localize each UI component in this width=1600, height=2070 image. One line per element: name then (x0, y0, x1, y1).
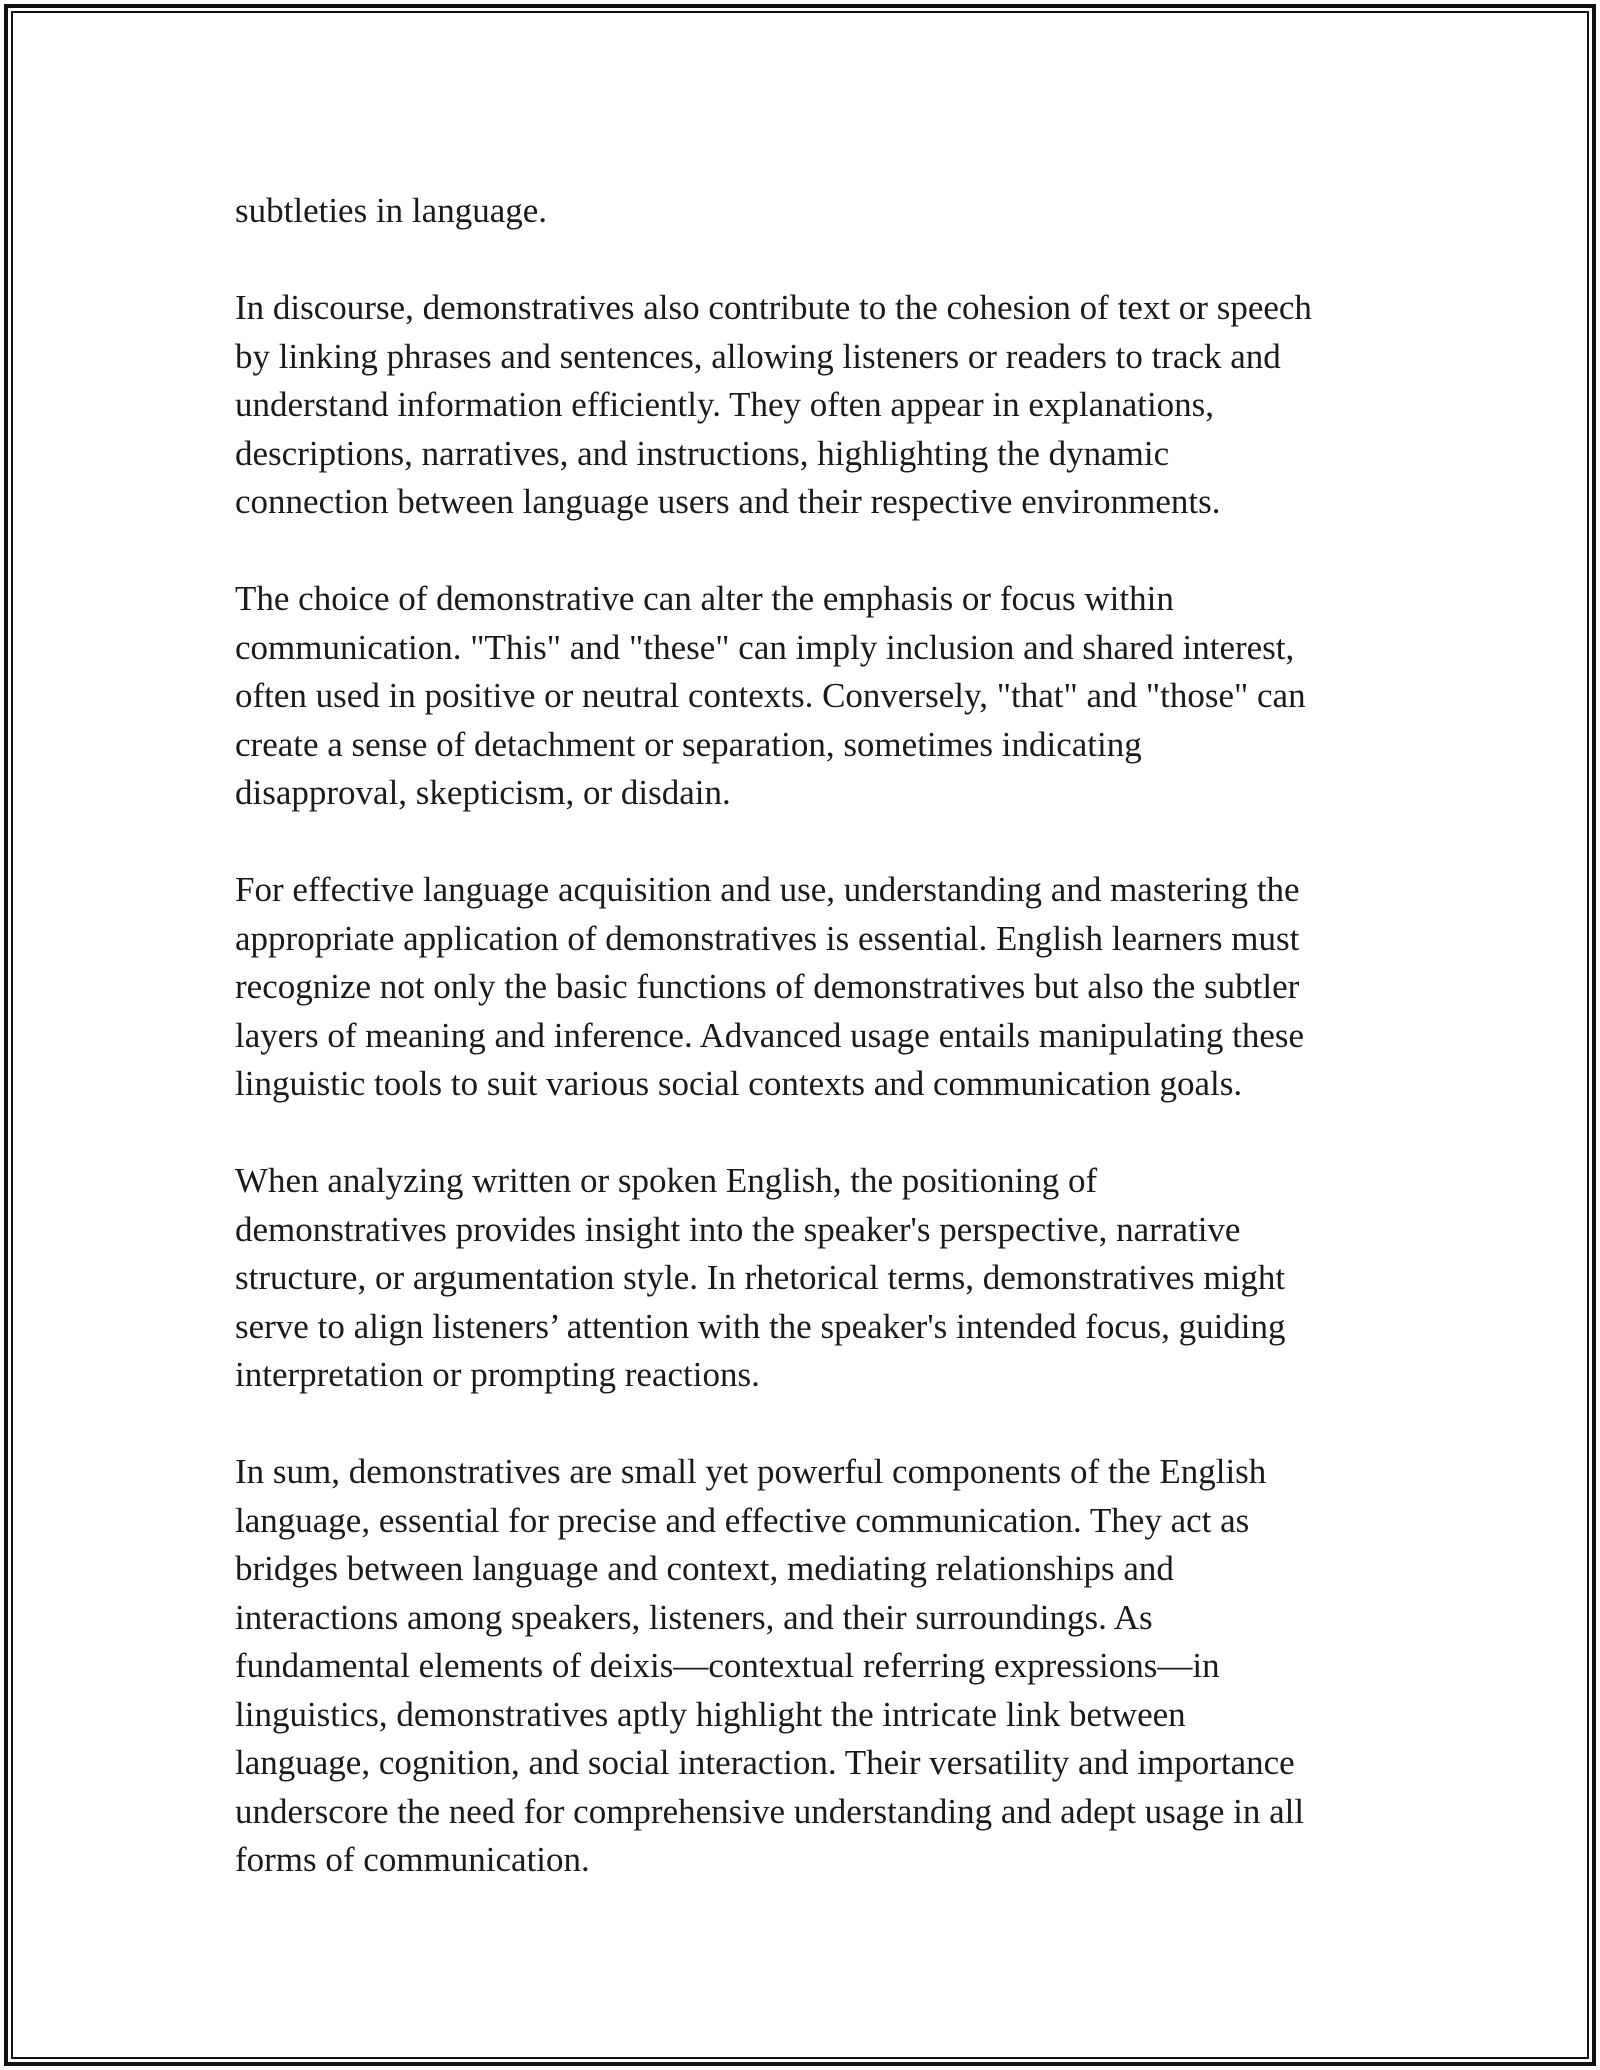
document-body (235, 187, 1375, 1885)
paragraph-summary: In sum, demonstratives are small yet powerful components of the English language, essential for precise and effective communication. They act as bridges between language and context, mediating relationships and interactions among speakers, listeners, and their surroundings. As fundamental elements of deixis—contextual referring expressions—in linguistics, demonstratives aptly highlight the intricate link between language, cognition, and social interaction. Their versatility and importance underscore the need for comprehensive understanding and adept usage in all forms of communication. (235, 1452, 1305, 1879)
paragraph-discourse-cohesion: In discourse, demonstratives also contribute to the cohesion of text or speech by linking phrases and sentences, allowing listeners or readers to track and understand information efficiently. They often appear in explanations, descriptions, narratives, and instructions, highlighting the dynamic connection between language users and their respective environments. (235, 288, 1312, 521)
paragraph-analysis: When analyzing written or spoken English, the positioning of demonstratives provides insight into the speaker's perspective, narrative structure, or argumentation style. In rhetorical terms, demonstratives might serve to align listeners’ attention with the speaker's intended focus, guiding interpretation or prompting reactions. (235, 1161, 1286, 1394)
paragraph-emphasis-focus: The choice of demonstrative can alter the emphasis or focus within communication. "This" and "these" can imply inclusion and shared interest, often used in positive or neutral contexts. Conversely, "that" and "those" can create a sense of detachment or separation, sometimes indicating disapproval, skepticism, or disdain. (235, 579, 1306, 812)
paragraph-language-acquisition: For effective language acquisition and use, understanding and mastering the appropriate application of demonstratives is essential. English learners must recognize not only the basic functions of demonstratives but also the subtler layers of meaning and inference. Advanced usage entails manipulating these linguistic tools to suit various social contexts and communication goals. (235, 870, 1305, 1103)
paragraph-continuation: subtleties in language. (235, 191, 548, 230)
